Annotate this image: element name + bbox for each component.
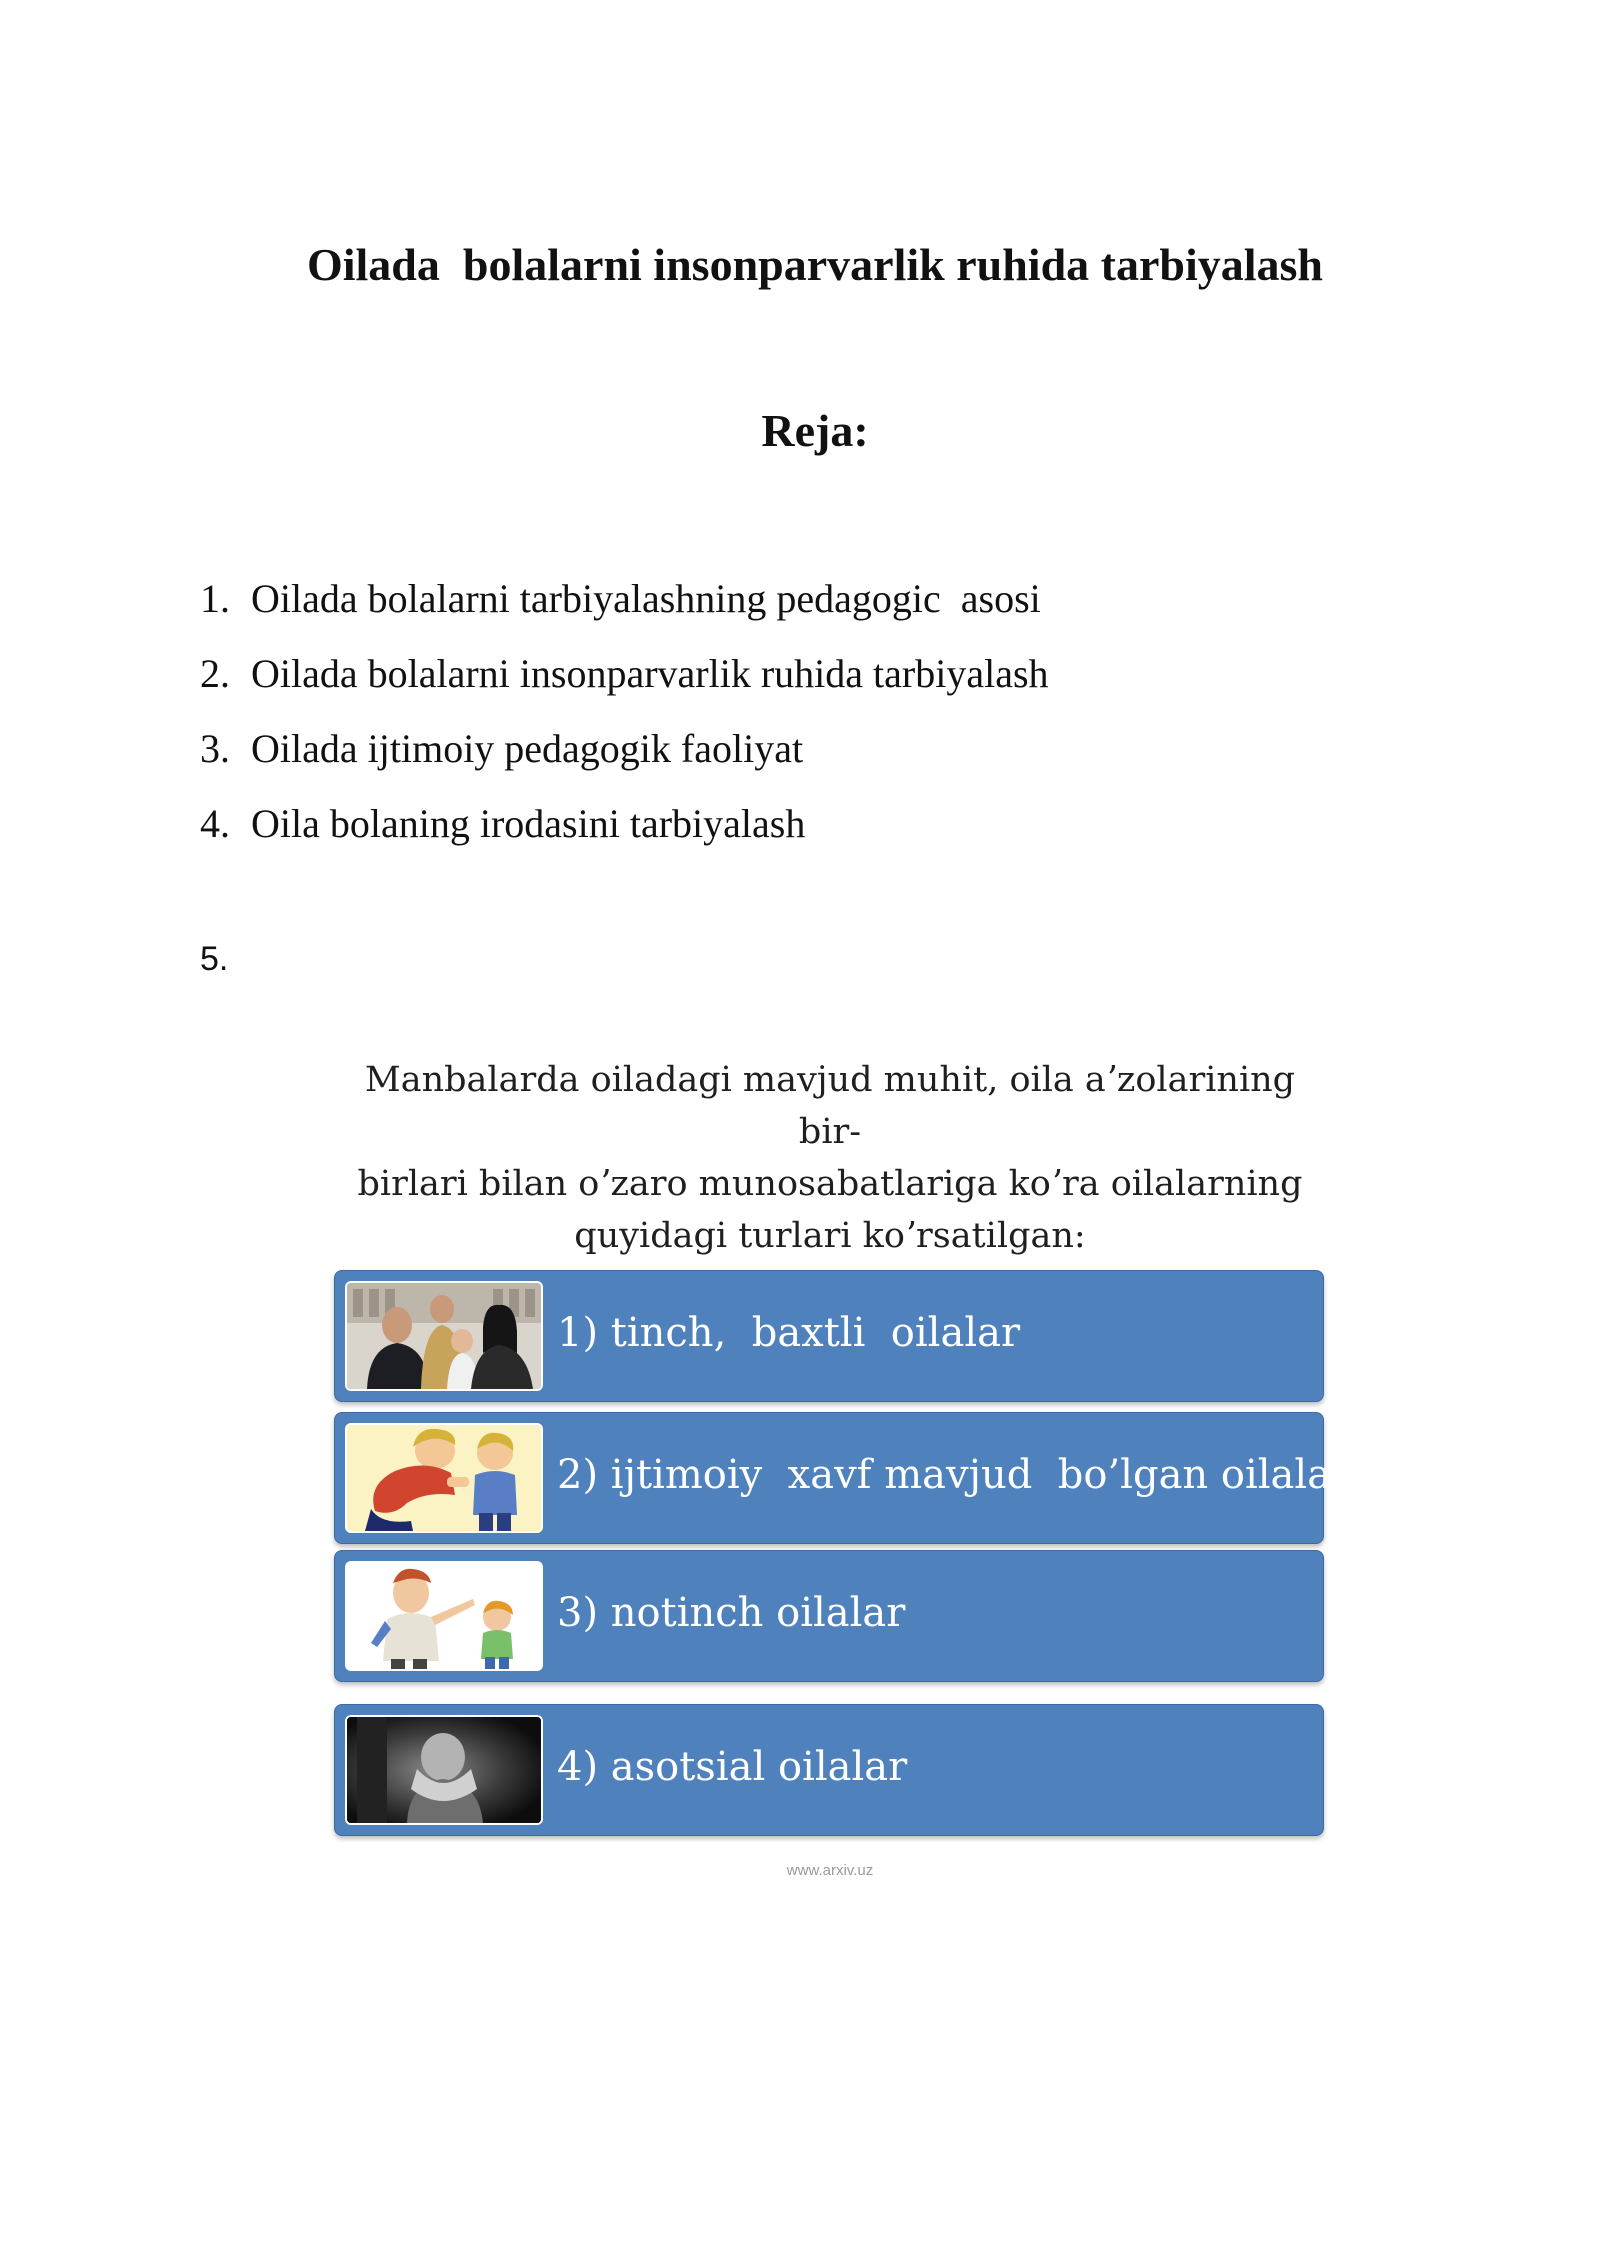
adult-scolding-child-icon: [345, 1423, 543, 1533]
plan-item: [200, 568, 1049, 643]
distressed-child-photo-icon: [345, 1715, 543, 1825]
family-type-box: [334, 1270, 1324, 1402]
slide-caption: [330, 1054, 1330, 1262]
family-type-label: 2) ijtimoiy xavf mavjud bo’lgan oilalar: [557, 1452, 1351, 1498]
family-type-box: [334, 1550, 1324, 1682]
family-type-box: [334, 1704, 1324, 1836]
plan-item-five-number: 5.: [200, 940, 229, 978]
plan-item-number: 1.: [200, 576, 230, 621]
plan-item: [200, 718, 1049, 793]
caption-line: quyidagi turlari koʼrsatilgan:: [574, 1216, 1086, 1256]
source-watermark: www.arxiv.uz: [786, 1862, 874, 1879]
plan-item-text: Oilada bolalarni insonparvarlik ruhida tarbiyalash: [251, 651, 1049, 696]
plan-list: [200, 568, 1049, 868]
plan-item: [200, 643, 1049, 718]
family-type-label: 3) notinch oilalar: [557, 1590, 906, 1636]
page-title: Oilada bolalarni insonparvarlik ruhida tarbiyalash: [306, 239, 1324, 290]
family-photo-icon: [345, 1281, 543, 1391]
parent-pointing-at-child-icon: [345, 1561, 543, 1671]
family-types-slide: [330, 1040, 1351, 1890]
plan-item-number: 3.: [200, 726, 230, 771]
plan-heading: Reja:: [761, 405, 869, 456]
plan-item-text: Oilada ijtimoiy pedagogik faoliyat: [251, 726, 804, 771]
family-type-label: 1) tinch, baxtli oilalar: [557, 1310, 1021, 1356]
plan-item-number: 4.: [200, 801, 230, 846]
caption-line: birlari bilan oʼzaro munosabatlariga koʼra oilalarning: [357, 1164, 1303, 1204]
plan-item-text: Oilada bolalarni tarbiyalashning pedagogic asosi: [251, 576, 1041, 621]
caption-line: Manbalarda oiladagi mavjud muhit, oila aʼzolarining bir-: [364, 1060, 1296, 1152]
plan-item-text: Oila bolaning irodasini tarbiyalash: [251, 801, 806, 846]
plan-item: [200, 793, 1049, 868]
plan-item-number: 2.: [200, 651, 230, 696]
family-type-box: [334, 1412, 1351, 1544]
family-type-label: 4) asotsial oilalar: [557, 1744, 908, 1790]
